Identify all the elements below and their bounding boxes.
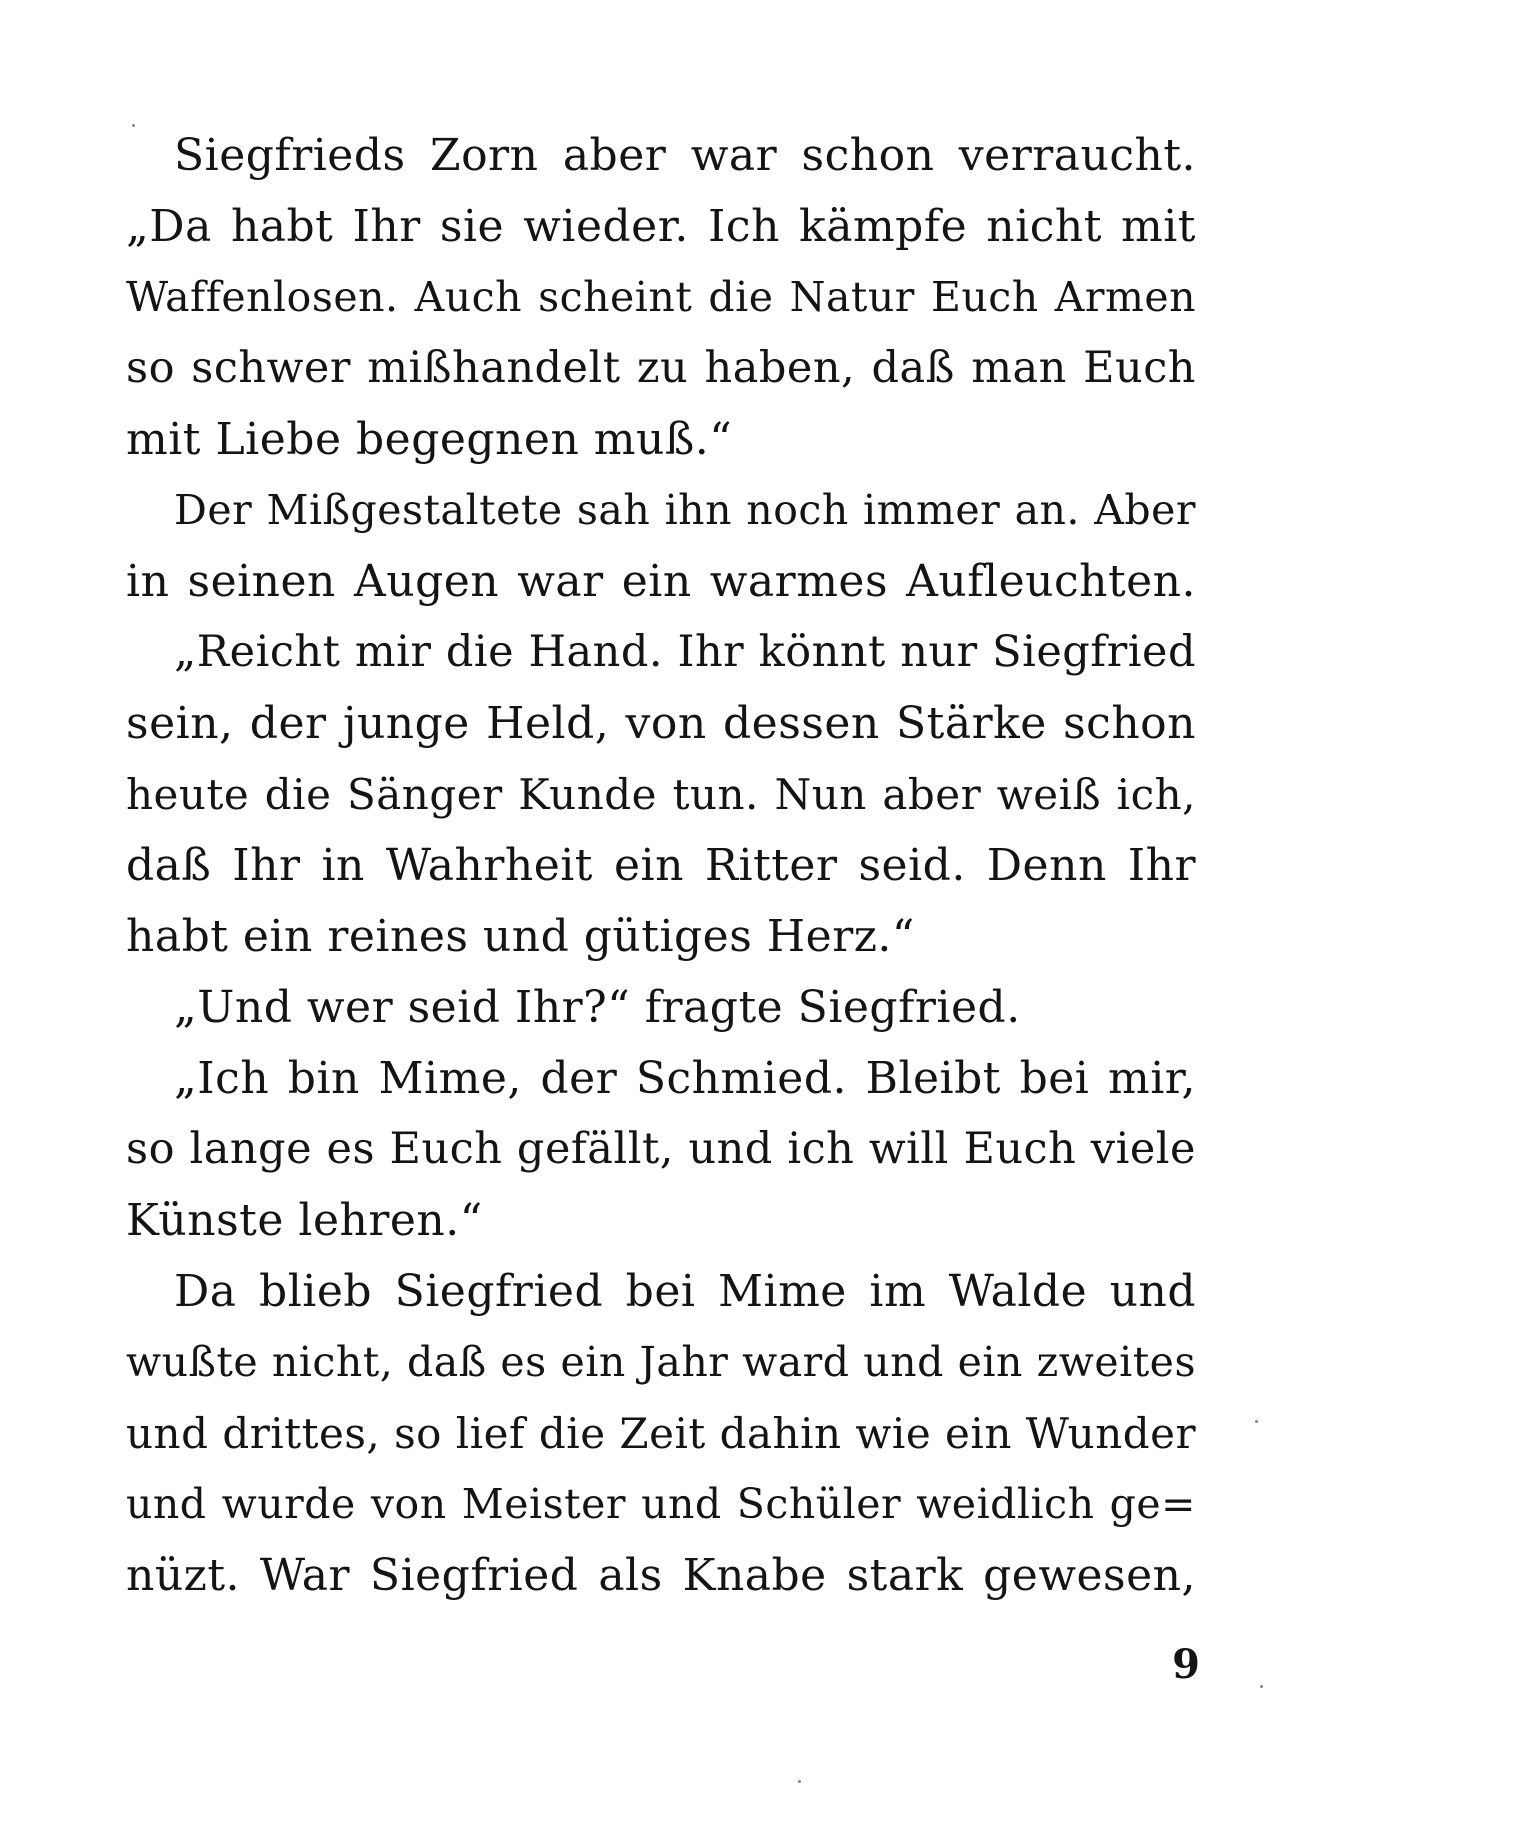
text-line: wußte nicht, daß es ein Jahr ward und ein zweites [126, 1338, 1196, 1386]
text-line: so schwer mißhandelt zu haben, daß man Euch [126, 343, 1196, 393]
page-number: 9 [1172, 1641, 1200, 1688]
text-line: heute die Sänger Kunde tun. Nun aber weiß ich, [126, 770, 1196, 819]
text-line: „Und wer seid Ihr?“ fragte Siegfried. [174, 982, 1021, 1033]
paper-speck [798, 1780, 801, 1783]
paper-speck [1255, 1420, 1258, 1423]
text-line: „Ich bin Mime, der Schmied. Bleibt bei mir, [174, 1053, 1196, 1104]
text-line: Künste lehren.“ [126, 1195, 483, 1246]
text-line: „Da habt Ihr sie wieder. Ich kämpfe nicht mit [126, 201, 1196, 252]
text-line: Waffenlosen. Auch scheint die Natur Euch Armen [126, 273, 1196, 321]
text-line: Siegfrieds Zorn aber war schon verraucht. [174, 130, 1196, 181]
text-line: nüzt. War Siegfried als Knabe stark gewesen, [126, 1550, 1196, 1601]
paper-speck [1260, 1685, 1263, 1688]
text-line: daß Ihr in Wahrheit ein Ritter seid. Denn Ihr [126, 840, 1196, 891]
text-line: Da blieb Siegfried bei Mime im Walde und [174, 1266, 1196, 1317]
paper-speck [132, 124, 135, 127]
text-line: in seinen Augen war ein warmes Aufleuchten. [126, 556, 1196, 607]
text-line: habt ein reines und gütiges Herz.“ [126, 911, 915, 962]
text-line: „Reicht mir die Hand. Ihr könnt nur Siegfried [174, 627, 1196, 677]
body-text [126, 120, 1196, 1611]
text-line: so lange es Euch gefällt, und ich will Euch viele [126, 1124, 1196, 1174]
text-line: und wurde von Meister und Schüler weidlich ge= [126, 1480, 1196, 1528]
text-line: und drittes, so lief die Zeit dahin wie ein Wunder [126, 1409, 1196, 1458]
text-line: Der Mißgestaltete sah ihn noch immer an. Aber [174, 486, 1196, 534]
text-line: mit Liebe begegnen muß.“ [126, 414, 733, 465]
text-line: sein, der junge Held, von dessen Stärke schon [126, 698, 1196, 749]
